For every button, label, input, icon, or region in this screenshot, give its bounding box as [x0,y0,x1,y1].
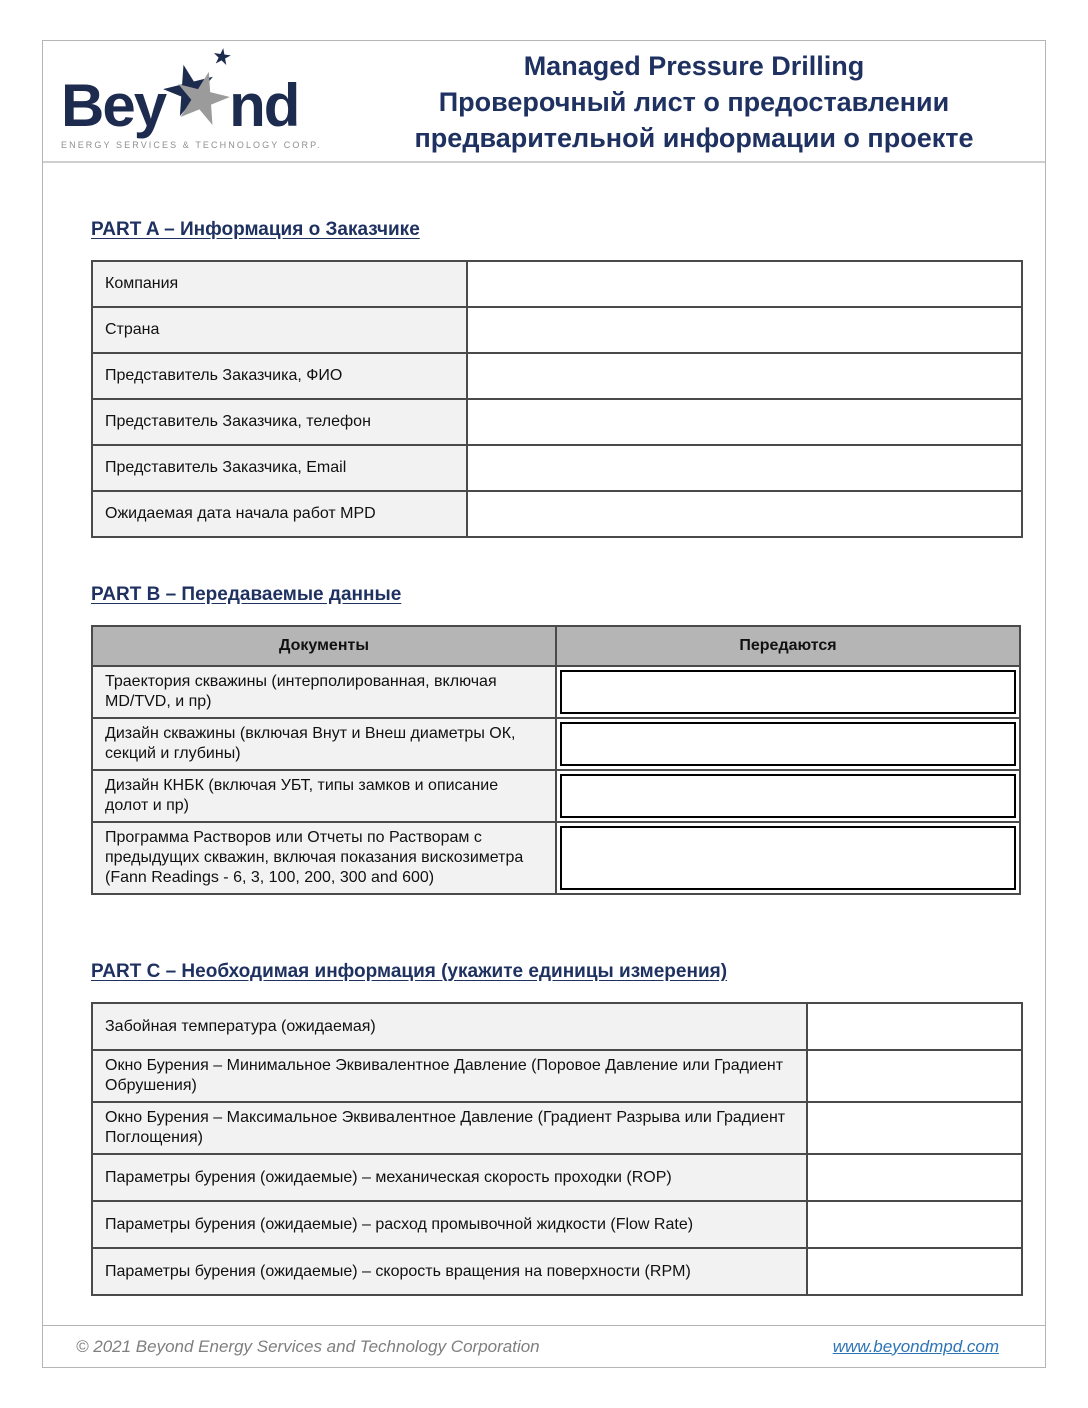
row-label: Параметры бурения (ожидаемые) – скорость вращения на поверхности (RPM) [92,1248,807,1295]
table-row [92,1003,1022,1050]
flow-rate-value-cell[interactable] [807,1201,1022,1248]
part-b-table [91,625,1021,895]
row-label: Представитель Заказчика, ФИО [92,353,467,399]
part-a-table [91,260,1023,538]
row-label: Траектория скважины (интерполированная, включая MD/TVD, и пр) [92,666,556,718]
table-row [92,307,1022,353]
table-row [92,1201,1022,1248]
rop-value-cell[interactable] [807,1154,1022,1201]
beyond-logo [61,51,322,150]
table-row [92,1102,1022,1154]
company-value-cell[interactable] [467,261,1022,307]
mpd-start-date-value-cell[interactable] [467,491,1022,537]
table-row [92,1248,1022,1295]
table-row [92,666,1020,718]
row-label: Окно Бурения – Максимальное Эквивалентное Давление (Градиент Разрыва или Градиент Поглощения) [92,1102,807,1154]
table-row [92,353,1022,399]
row-label: Программа Растворов или Отчеты по Растворам с предыдущих скважин, включая показания вискозиметра (Fann Readings - 6, 3, 100, 200, 300 and 600) [92,822,556,894]
rpm-value-cell[interactable] [807,1248,1022,1295]
row-label: Представитель Заказчика, телефон [92,399,467,445]
row-label: Ожидаемая дата начала работ MPD [92,491,467,537]
logo-text-right: nd [229,71,299,139]
mud-program-transfer-box[interactable] [560,826,1016,890]
well-design-transfer-cell [556,718,1020,770]
representative-email-value-cell[interactable] [467,445,1022,491]
table-row [92,491,1022,537]
min-equivalent-pressure-value-cell[interactable] [807,1050,1022,1102]
representative-phone-value-cell[interactable] [467,399,1022,445]
row-label: Дизайн КНБК (включая УБТ, типы замков и описание долот и пр) [92,770,556,822]
row-label: Представитель Заказчика, Email [92,445,467,491]
table-header-row [92,626,1020,666]
document-header [43,41,1045,163]
trajectory-transfer-cell [556,666,1020,718]
table-row [92,770,1020,822]
row-label: Дизайн скважины (включая Внут и Внеш диаметры ОК, секций и глубины) [92,718,556,770]
title-line-1: Managed Pressure Drilling [523,51,865,81]
bottomhole-temperature-value-cell[interactable] [807,1003,1022,1050]
documents-column-header: Документы [92,626,556,666]
logo-tagline: ENERGY SERVICES & TECHNOLOGY CORP. [61,140,322,150]
table-row [92,399,1022,445]
table-row [92,1154,1022,1201]
row-label: Параметры бурения (ожидаемые) – расход промывочной жидкости (Flow Rate) [92,1201,807,1248]
title-line-2: Проверочный лист о предоставлении [438,87,950,117]
row-label: Страна [92,307,467,353]
document-title [343,41,1045,156]
max-equivalent-pressure-value-cell[interactable] [807,1102,1022,1154]
part-c-heading: PART C – Необходимая информация (укажите единицы измерения) [91,961,728,982]
transferred-column-header: Передаются [556,626,1020,666]
table-row [92,718,1020,770]
table-row [92,822,1020,894]
part-b-heading: PART B – Передаваемые данные [91,584,402,605]
table-row [92,261,1022,307]
trajectory-transfer-box[interactable] [560,670,1016,714]
beyond-star-icon [158,47,236,133]
copyright-text: © 2021 Beyond Energy Services and Technology Corporation [76,1336,540,1356]
row-label: Компания [92,261,467,307]
website-link[interactable]: www.beyondmpd.com [832,1336,999,1356]
title-line-3: предварительной информации о проекте [414,123,974,153]
well-design-transfer-box[interactable] [560,722,1016,766]
document-page [42,40,1046,1368]
bha-design-transfer-box[interactable] [560,774,1016,818]
table-row [92,1050,1022,1102]
part-c-table [91,1002,1023,1296]
mud-program-transfer-cell [556,822,1020,894]
part-a-heading: PART A – Информация о Заказчике [91,219,420,240]
logo-text-left: Bey [61,71,166,139]
bha-design-transfer-cell [556,770,1020,822]
table-row [92,445,1022,491]
country-value-cell[interactable] [467,307,1022,353]
row-label: Окно Бурения – Минимальное Эквивалентное Давление (Поровое Давление или Градиент Обрушения) [92,1050,807,1102]
representative-name-value-cell[interactable] [467,353,1022,399]
row-label: Забойная температура (ожидаемая) [92,1003,807,1050]
row-label: Параметры бурения (ожидаемые) – механическая скорость проходки (ROP) [92,1154,807,1201]
document-footer [43,1325,1045,1367]
